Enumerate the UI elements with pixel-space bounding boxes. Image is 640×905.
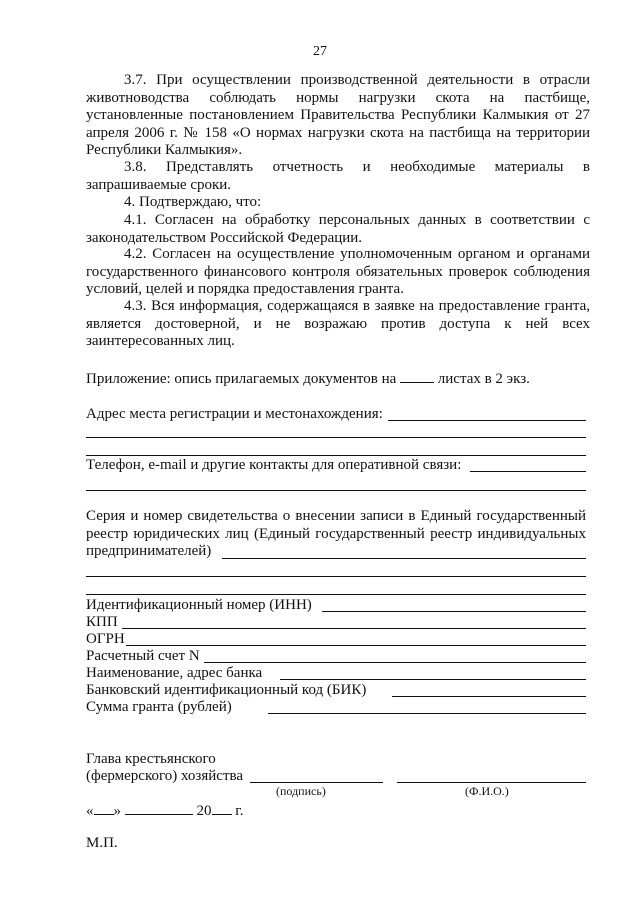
account-label: Расчетный счет N [86,648,200,664]
grant-amount-field[interactable] [268,713,586,714]
contacts-field-line-2[interactable] [86,490,586,491]
page-number: 27 [313,44,327,59]
account-field[interactable] [204,662,586,663]
registry-field[interactable] [222,558,586,559]
sheets-count-field[interactable] [400,368,434,383]
clause-3-7: 3.7. При осуществлении производственной деятельности в отрасли животноводства соблюдать нормы нагрузки скота на пастбище, установленные постановлением Правительства Республики Калмыкия от 27 апреля 2006 г. № 158 «О нормах нагрузки скота на пастбища на территории Республики Калмыкия». [86,72,590,158]
bank-field[interactable] [280,679,586,680]
clause-4-3: 4.3. Вся информация, содержащаяся в заявке на предоставление гранта, является достоверной, и не возражаю против доступа к ней всех заинтересованных лиц. [86,298,590,349]
inn-field[interactable] [322,611,586,612]
date-line [86,800,243,820]
contacts-field[interactable] [470,471,586,472]
full-name-field[interactable] [397,782,586,783]
kpp-label: КПП [86,614,118,630]
clause-4: 4. Подтверждаю, что: [124,194,262,210]
date-year-suffix: г. [235,803,244,819]
registry-field-line-2[interactable] [86,576,586,577]
bank-label: Наименование, адрес банка [86,665,263,681]
full-name-caption: (Ф.И.О.) [465,784,509,798]
address-label: Адрес места регистрации и местонахождения: [86,406,383,422]
head-title-line-1: Глава крестьянского [86,751,216,767]
attachment-line [86,368,530,388]
date-open-quote: « [86,803,94,819]
clause-3-8: 3.8. Представлять отчетность и необходимые материалы в запрашиваемые сроки. [86,159,590,193]
bik-field[interactable] [392,696,586,697]
clause-4-2: 4.2. Согласен на осуществление уполномоченным органом и органами государственного финансового контроля обязательных проверок соблюдения условий, целей и порядка предоставления гранта. [86,246,590,297]
head-title-line-2: (фермерского) хозяйства [86,768,244,784]
address-field-line-2[interactable] [86,437,586,438]
signature-caption: (подпись) [276,784,326,798]
date-year-field[interactable] [212,800,232,815]
attachment-text-before: Приложение: опись прилагаемых документов на [86,371,397,387]
ogrn-field[interactable] [126,645,586,646]
address-field[interactable] [388,420,586,421]
date-year-prefix: 20 [196,803,212,819]
signature-field[interactable] [250,782,383,783]
inn-label: Идентификационный номер (ИНН) [86,597,312,613]
grant-amount-label: Сумма гранта (рублей) [86,699,232,715]
date-day-field[interactable] [94,800,114,815]
contacts-label: Телефон, e-mail и другие контакты для оперативной связи: [86,457,462,473]
kpp-field[interactable] [122,628,586,629]
attachment-text-after: листах в 2 экз. [437,371,530,387]
date-close-quote: » [113,803,121,819]
registry-field-line-3[interactable] [86,594,586,595]
date-month-field[interactable] [125,800,193,815]
clause-4-1: 4.1. Согласен на обработку персональных данных в соответствии с законодательством Российской Федерации. [86,212,590,246]
ogrn-label: ОГРН [86,631,125,647]
seal-placeholder: М.П. [86,835,118,851]
registry-label: Серия и номер свидетельства о внесении записи в Единый государственный реестр юридических лиц (Единый государственный реестр индивидуальных предпринимателей) [86,508,586,559]
bik-label: Банковский идентификационный код (БИК) [86,682,367,698]
